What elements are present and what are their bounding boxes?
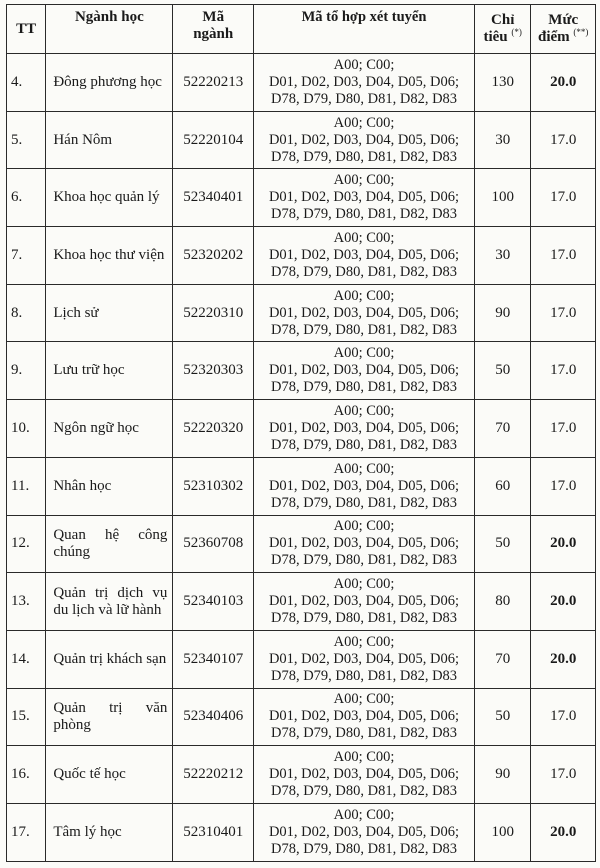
combo-line: D78, D79, D80, D81, D82, D83	[270, 379, 458, 396]
row-number: 17.	[7, 803, 46, 861]
combo-line: A00; C00;	[333, 287, 395, 304]
table-header-row	[7, 5, 596, 54]
major-name: Quản trị văn phòng	[46, 688, 173, 746]
combo-codes	[254, 227, 475, 285]
score-value: 20.0	[531, 573, 596, 631]
combo-codes	[254, 111, 475, 169]
combo-line: D78, D79, D80, D81, D82, D83	[270, 610, 458, 627]
quota-value: 90	[474, 284, 530, 342]
combo-codes	[254, 342, 475, 400]
major-code: 52220310	[173, 284, 254, 342]
combo-codes	[254, 400, 475, 458]
combo-line: D78, D79, D80, D81, D82, D83	[270, 263, 458, 280]
table-row	[7, 227, 596, 285]
combo-line: A00; C00;	[333, 518, 395, 535]
table-row	[7, 169, 596, 227]
quota-value: 50	[474, 515, 530, 573]
major-name: Ngôn ngữ học	[46, 400, 173, 458]
table-row	[7, 342, 596, 400]
table-row	[7, 630, 596, 688]
table-row	[7, 400, 596, 458]
combo-line: A00; C00;	[333, 806, 395, 823]
header-tt: TT	[7, 5, 46, 54]
header-quota	[474, 5, 530, 54]
row-number: 7.	[7, 227, 46, 285]
row-number: 15.	[7, 688, 46, 746]
admission-table	[6, 4, 596, 862]
score-value: 17.0	[531, 111, 596, 169]
combo-line: D01, D02, D03, D04, D05, D06;	[268, 419, 460, 436]
major-code: 52220104	[173, 111, 254, 169]
table-row	[7, 457, 596, 515]
table-row	[7, 54, 596, 112]
combo-line: D01, D02, D03, D04, D05, D06;	[268, 650, 460, 667]
combo-line: D01, D02, D03, D04, D05, D06;	[268, 362, 460, 379]
row-number: 11.	[7, 457, 46, 515]
header-quota-line1: Chỉ	[491, 12, 515, 28]
header-code	[173, 5, 254, 54]
major-code: 52310401	[173, 803, 254, 861]
combo-line: D78, D79, D80, D81, D82, D83	[270, 148, 458, 165]
table-row	[7, 803, 596, 861]
row-number: 8.	[7, 284, 46, 342]
header-code-line1: Mã	[202, 9, 225, 25]
major-code: 52320202	[173, 227, 254, 285]
combo-line: A00; C00;	[333, 749, 395, 766]
combo-line: D78, D79, D80, D81, D82, D83	[270, 206, 458, 223]
score-value: 17.0	[531, 400, 596, 458]
combo-line: D01, D02, D03, D04, D05, D06;	[268, 73, 460, 90]
score-value: 17.0	[531, 746, 596, 804]
score-value: 17.0	[531, 169, 596, 227]
row-number: 6.	[7, 169, 46, 227]
major-name: Quản trị khách sạn	[46, 630, 173, 688]
combo-line: A00; C00;	[333, 460, 395, 477]
combo-line: A00; C00;	[333, 691, 395, 708]
header-code-line2: ngành	[193, 26, 234, 42]
score-value: 17.0	[531, 342, 596, 400]
table-row	[7, 746, 596, 804]
combo-line: D78, D79, D80, D81, D82, D83	[270, 90, 458, 107]
quota-value: 80	[474, 573, 530, 631]
table-row	[7, 111, 596, 169]
table-body	[7, 54, 596, 862]
score-value: 20.0	[531, 630, 596, 688]
quota-value: 70	[474, 630, 530, 688]
score-value: 17.0	[531, 284, 596, 342]
table-row	[7, 515, 596, 573]
major-name: Lịch sử	[46, 284, 173, 342]
combo-codes	[254, 284, 475, 342]
combo-codes	[254, 688, 475, 746]
major-code: 52220212	[173, 746, 254, 804]
header-major: Ngành học	[46, 5, 173, 54]
combo-codes	[254, 169, 475, 227]
major-name: Nhân học	[46, 457, 173, 515]
combo-line: D78, D79, D80, D81, D82, D83	[270, 552, 458, 569]
header-score-sup: (**)	[573, 27, 589, 37]
combo-line: A00; C00;	[333, 633, 395, 650]
combo-codes	[254, 573, 475, 631]
score-value: 20.0	[531, 803, 596, 861]
header-quota-line2: tiêu	[483, 29, 508, 45]
combo-line: D78, D79, D80, D81, D82, D83	[270, 436, 458, 453]
major-code: 52340406	[173, 688, 254, 746]
combo-line: A00; C00;	[333, 576, 395, 593]
combo-line: A00; C00;	[333, 114, 395, 131]
score-value: 17.0	[531, 227, 596, 285]
major-code: 52220320	[173, 400, 254, 458]
combo-line: D78, D79, D80, D81, D82, D83	[270, 667, 458, 684]
combo-line: D01, D02, D03, D04, D05, D06;	[268, 304, 460, 321]
row-number: 10.	[7, 400, 46, 458]
score-value: 20.0	[531, 515, 596, 573]
major-name: Quan hệ công chúng	[46, 515, 173, 573]
header-score-line1: Mức	[548, 12, 579, 28]
combo-line: D01, D02, D03, D04, D05, D06;	[268, 189, 460, 206]
table-row	[7, 688, 596, 746]
combo-line: D78, D79, D80, D81, D82, D83	[270, 494, 458, 511]
row-number: 5.	[7, 111, 46, 169]
major-name: Khoa học thư viện	[46, 227, 173, 285]
quota-value: 30	[474, 111, 530, 169]
combo-codes	[254, 457, 475, 515]
header-score	[531, 5, 596, 54]
major-name: Quản trị dịch vụ du lịch và lữ hành	[46, 573, 173, 631]
row-number: 12.	[7, 515, 46, 573]
combo-line: D01, D02, D03, D04, D05, D06;	[268, 477, 460, 494]
major-code: 52340401	[173, 169, 254, 227]
combo-codes	[254, 630, 475, 688]
combo-line: D01, D02, D03, D04, D05, D06;	[268, 708, 460, 725]
header-score-line2: điểm	[538, 29, 570, 45]
major-name: Đông phương học	[46, 54, 173, 112]
quota-value: 70	[474, 400, 530, 458]
major-code: 52310302	[173, 457, 254, 515]
combo-line: D01, D02, D03, D04, D05, D06;	[268, 593, 460, 610]
quota-value: 30	[474, 227, 530, 285]
major-code: 52220213	[173, 54, 254, 112]
score-value: 20.0	[531, 54, 596, 112]
combo-line: D78, D79, D80, D81, D82, D83	[270, 783, 458, 800]
combo-line: D78, D79, D80, D81, D82, D83	[270, 725, 458, 742]
combo-line: D01, D02, D03, D04, D05, D06;	[268, 535, 460, 552]
row-number: 13.	[7, 573, 46, 631]
major-name: Quốc tế học	[46, 746, 173, 804]
score-value: 17.0	[531, 688, 596, 746]
row-number: 16.	[7, 746, 46, 804]
quota-value: 50	[474, 688, 530, 746]
combo-codes	[254, 746, 475, 804]
row-number: 14.	[7, 630, 46, 688]
combo-line: D01, D02, D03, D04, D05, D06;	[268, 823, 460, 840]
combo-codes	[254, 515, 475, 573]
major-code: 52340107	[173, 630, 254, 688]
score-value: 17.0	[531, 457, 596, 515]
major-name: Tâm lý học	[46, 803, 173, 861]
quota-value: 50	[474, 342, 530, 400]
combo-line: D78, D79, D80, D81, D82, D83	[270, 321, 458, 338]
header-combo: Mã tổ hợp xét tuyển	[254, 5, 475, 54]
quota-value: 100	[474, 803, 530, 861]
major-code: 52360708	[173, 515, 254, 573]
combo-line: D01, D02, D03, D04, D05, D06;	[268, 246, 460, 263]
combo-codes	[254, 54, 475, 112]
row-number: 9.	[7, 342, 46, 400]
quota-value: 100	[474, 169, 530, 227]
combo-line: A00; C00;	[333, 345, 395, 362]
combo-line: D01, D02, D03, D04, D05, D06;	[268, 766, 460, 783]
table-row	[7, 284, 596, 342]
combo-line: A00; C00;	[333, 229, 395, 246]
table-row	[7, 573, 596, 631]
quota-value: 130	[474, 54, 530, 112]
major-name: Hán Nôm	[46, 111, 173, 169]
combo-line: D01, D02, D03, D04, D05, D06;	[268, 131, 460, 148]
header-quota-sup: (*)	[511, 27, 522, 37]
combo-line: A00; C00;	[333, 172, 395, 189]
row-number: 4.	[7, 54, 46, 112]
combo-line: A00; C00;	[333, 402, 395, 419]
combo-line: A00; C00;	[333, 56, 395, 73]
combo-codes	[254, 803, 475, 861]
quota-value: 60	[474, 457, 530, 515]
major-code: 52320303	[173, 342, 254, 400]
major-name: Khoa học quản lý	[46, 169, 173, 227]
combo-line: D78, D79, D80, D81, D82, D83	[270, 840, 458, 857]
major-code: 52340103	[173, 573, 254, 631]
major-name: Lưu trữ học	[46, 342, 173, 400]
quota-value: 90	[474, 746, 530, 804]
